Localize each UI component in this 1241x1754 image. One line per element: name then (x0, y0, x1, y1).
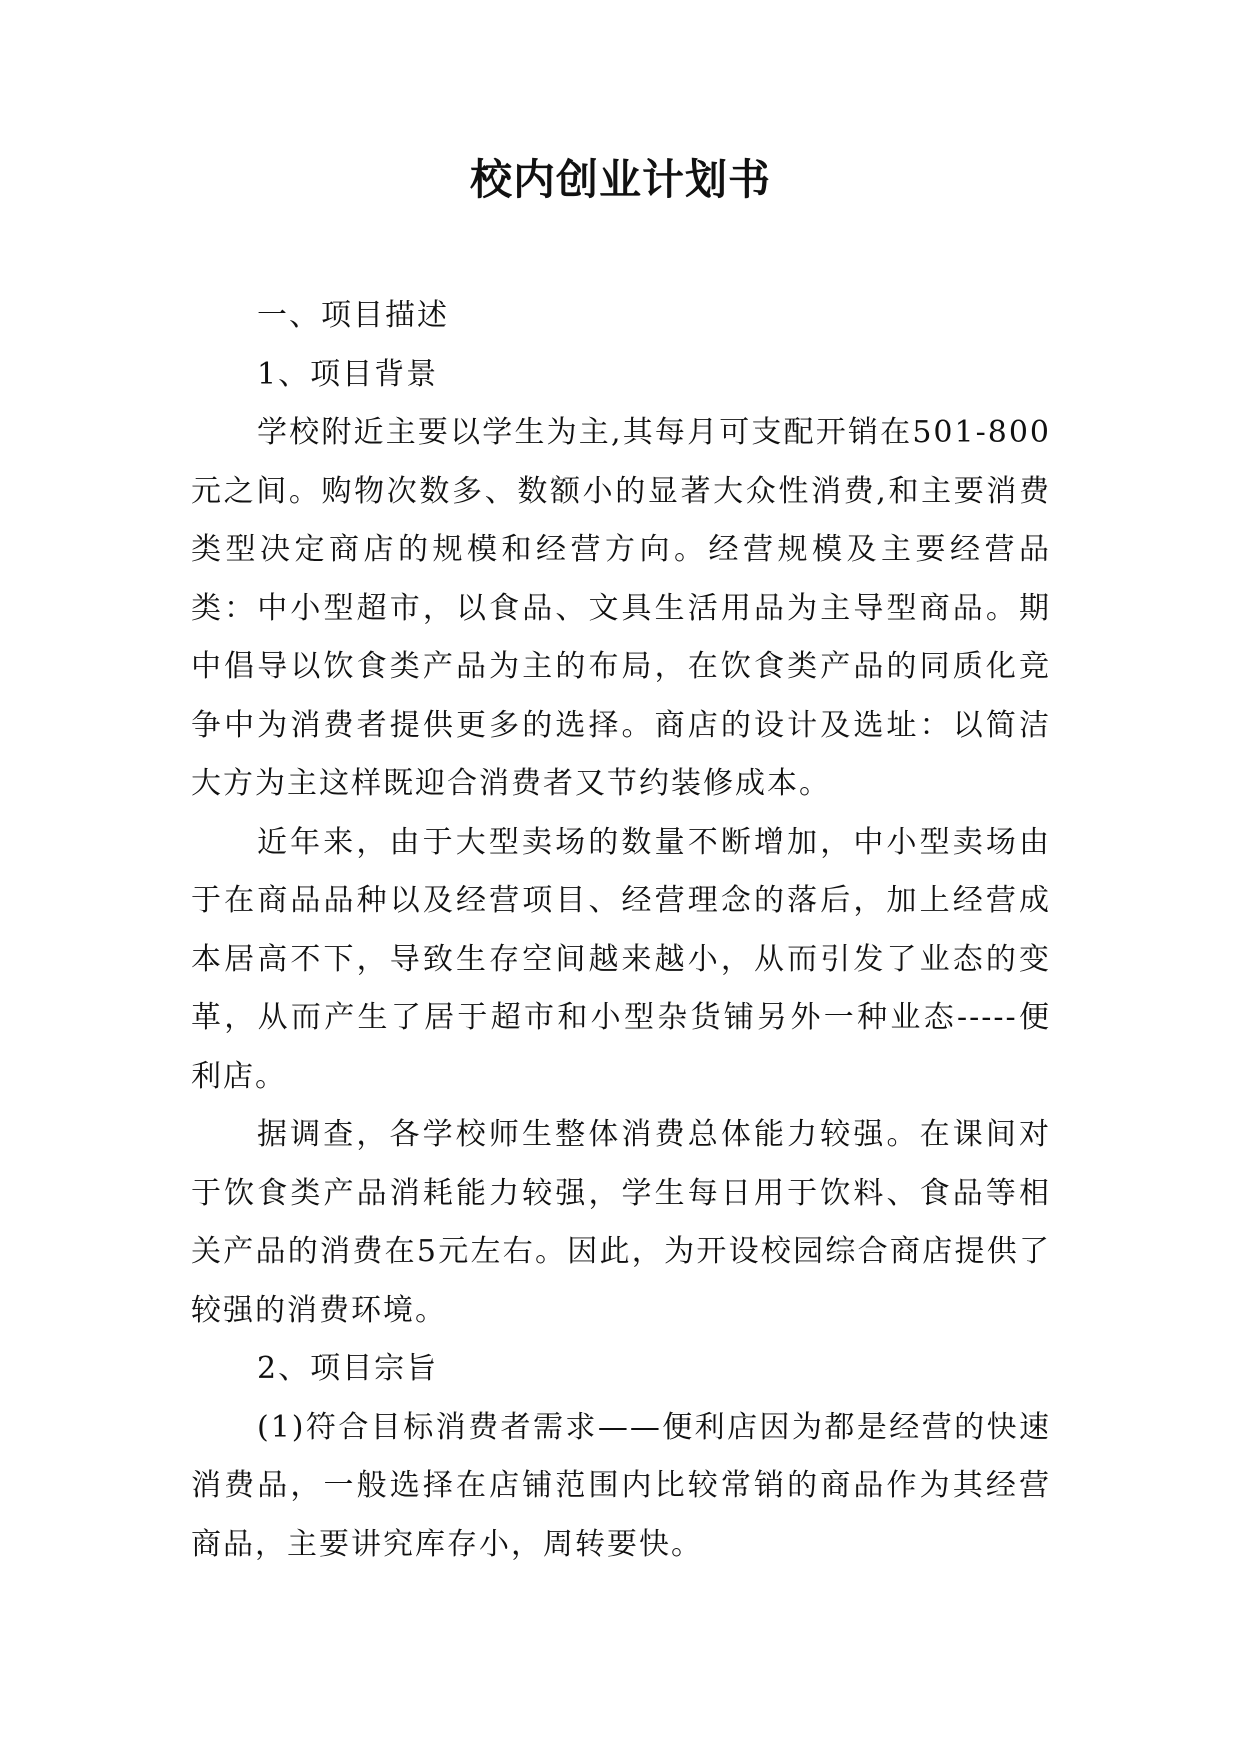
section-heading-project-description: 一、项目描述 (257, 298, 449, 333)
subsection-heading-project-purpose: 2、项目宗旨 (257, 1351, 439, 1386)
subsection-heading-project-background: 1、项目背景 (257, 356, 439, 392)
document-title: 校内创业计划书 (469, 155, 771, 204)
document-body (191, 287, 1051, 1574)
paragraph-background-2: 近年来，由于大型卖场的数量不断增加，中小型卖场由于在商品品种以及经营项目、经营理念的落后，加上经营成本居高不下，导致生存空间越来越小，从而引发了业态的变革，从而产生了居于超市和小型杂货铺另外一种业态-----便利店。 (191, 824, 1051, 1094)
paragraph-background-1: 学校附近主要以学生为主,其每月可支配开销在501-800元之间。购物次数多、数额小的显著大众性消费,和主要消费类型决定商店的规模和经营方向。经营规模及主要经营品类：中小型超市，以食品、文具生活用品为主导型商品。期中倡导以饮食类产品为主的布局，在饮食类产品的同质化竞争中为消费者提供更多的选择。商店的设计及选址：以简洁大方为主这样既迎合消费者又节约装修成本。 (191, 415, 1051, 801)
paragraph-purpose-1: (1)符合目标消费者需求——便利店因为都是经营的快速消费品，一般选择在店铺范围内比较常销的商品作为其经营商品，主要讲究库存小，周转要快。 (191, 1409, 1051, 1562)
paragraph-background-3: 据调查，各学校师生整体消费总体能力较强。在课间对于饮食类产品消耗能力较强，学生每日用于饮料、食品等相关产品的消费在5元左右。因此，为开设校园综合商店提供了较强的消费环境。 (191, 1117, 1051, 1328)
